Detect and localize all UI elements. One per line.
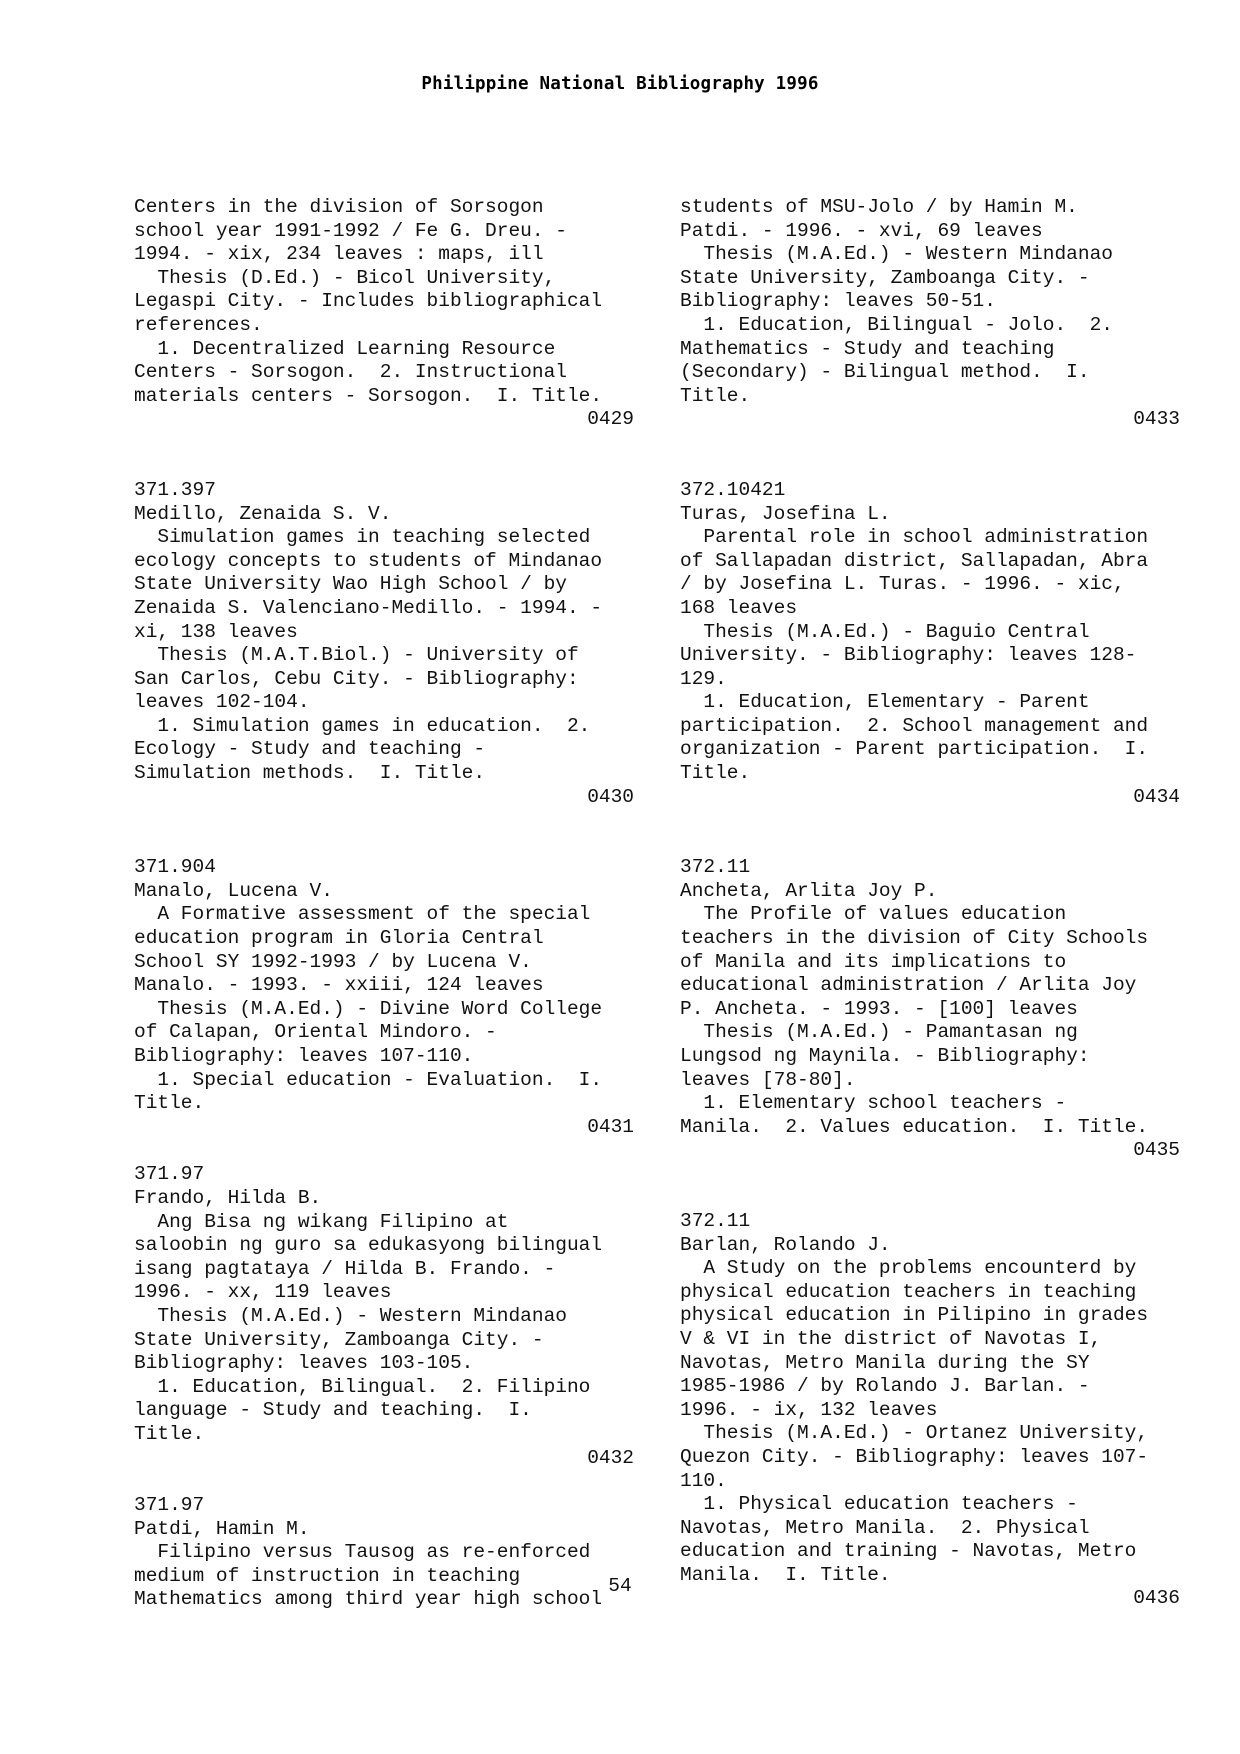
entry-line: language - Study and teaching. I. [134, 1399, 532, 1422]
entry-line: Centers - Sorsogon. 2. Instructional [134, 361, 567, 384]
entry-line: Bibliography: leaves 103-105. [134, 1352, 474, 1375]
entry-line: San Carlos, Cebu City. - Bibliography: [134, 667, 579, 690]
entry-line: Filipino versus Tausog as re-enforced [134, 1541, 591, 1564]
entry-line: participation. 2. School management and [680, 714, 1149, 737]
entry-line: Bibliography: leaves 50-51. [680, 290, 996, 313]
entry-line: ecology concepts to students of Mindanao [134, 549, 603, 572]
bibliography-entry [134, 856, 634, 1139]
entry-line: State University, Zamboanga City. - [134, 1328, 544, 1351]
entry-line: 1994. - xix, 234 leaves : maps, ill [134, 243, 544, 266]
entry-line: Centers in the division of Sorsogon [134, 196, 544, 218]
entry-line: educational administration / Arlita Joy [680, 974, 1137, 997]
entry-line: Zenaida S. Valenciano-Medillo. - 1994. - [134, 596, 603, 619]
entry-line: Barlan, Rolando J. [680, 1233, 891, 1256]
entry-line: Frando, Hilda B. [134, 1186, 322, 1209]
entry-line: Manalo. - 1993. - xxiii, 124 leaves [134, 974, 544, 997]
entry-line: references. [134, 313, 263, 336]
entry-line: 372.10421 [680, 478, 786, 501]
entry-line: Title. [680, 762, 751, 785]
entry-line: Simulation methods. I. Title. [134, 762, 486, 785]
entry-line: Parental role in school administration [680, 526, 1149, 549]
entry-line: materials centers - Sorsogon. I. Title. [134, 384, 603, 407]
entry-line: school year 1991-1992 / Fe G. Dreu. - [134, 219, 567, 242]
entry-line: Manila. 2. Values education. I. Title. [680, 1115, 1149, 1138]
entry-line: 1. Simulation games in education. 2. [134, 714, 591, 737]
page-title: Philippine National Bibliography 1996 [421, 74, 819, 94]
bibliography-entry [134, 479, 634, 809]
entry-line: 1. Elementary school teachers - [680, 1092, 1067, 1115]
bibliography-entry [680, 856, 1180, 1163]
entry-line: Title. [680, 384, 751, 407]
entry-number: 0430 [587, 785, 634, 808]
entry-line: The Profile of values education [680, 903, 1067, 926]
entry-line: Patdi. - 1996. - xvi, 69 leaves [680, 219, 1043, 242]
entry-line: physical education in Pilipino in grades [680, 1304, 1149, 1327]
entry-line: xi, 138 leaves [134, 620, 298, 643]
entry-line: 371.397 [134, 478, 216, 501]
entry-line: Manalo, Lucena V. [134, 879, 333, 902]
right-column [680, 196, 1180, 1611]
entry-line: Thesis (M.A.Ed.) - Ortanez University, [680, 1422, 1149, 1445]
entry-line: Navotas, Metro Manila during the SY [680, 1351, 1090, 1374]
entry-line: A Formative assessment of the special [134, 903, 591, 926]
entry-line: / by Josefina L. Turas. - 1996. - xic, [680, 573, 1125, 596]
entry-line: Mathematics among third year high school [134, 1588, 603, 1611]
entry-line: leaves [78-80]. [680, 1068, 856, 1091]
entry-line: 1. Education, Bilingual. 2. Filipino [134, 1375, 591, 1398]
entry-line: Mathematics - Study and teaching [680, 337, 1055, 360]
entry-line: 1996. - ix, 132 leaves [680, 1398, 938, 1421]
entry-line: Thesis (D.Ed.) - Bicol University, [134, 266, 556, 289]
entry-line: medium of instruction in teaching [134, 1564, 521, 1587]
bibliography-entry [680, 479, 1180, 809]
entry-line: Thesis (M.A.Ed.) - Western Mindanao [134, 1304, 567, 1327]
entry-line: Patdi, Hamin M. [134, 1517, 310, 1540]
bibliography-entry [680, 196, 1180, 432]
bibliography-entry [134, 1163, 634, 1470]
entry-line: P. Ancheta. - 1993. - [100] leaves [680, 997, 1078, 1020]
entry-line: Navotas, Metro Manila. 2. Physical [680, 1516, 1090, 1539]
entry-line: 371.97 [134, 1163, 205, 1186]
entry-line: Thesis (M.A.T.Biol.) - University of [134, 644, 579, 667]
bibliography-entry [134, 196, 634, 432]
entry-line: Thesis (M.A.Ed.) - Baguio Central [680, 620, 1090, 643]
entry-line: Ancheta, Arlita Joy P. [680, 879, 938, 902]
entry-number: 0433 [1133, 408, 1180, 431]
entry-line: (Secondary) - Bilingual method. I. [680, 361, 1090, 384]
entry-line: saloobin ng guro sa edukasyong bilingual [134, 1234, 603, 1257]
entry-number: 0435 [1133, 1139, 1180, 1162]
entry-line: 129. [680, 667, 727, 690]
entry-line: 1. Physical education teachers - [680, 1493, 1078, 1516]
entry-line: Bibliography: leaves 107-110. [134, 1045, 474, 1067]
entry-line: 1996. - xx, 119 leaves [134, 1281, 392, 1304]
entry-line: of Manila and its implications to [680, 950, 1067, 973]
entry-number: 0431 [587, 1115, 634, 1138]
entry-number: 0432 [587, 1446, 634, 1469]
entry-line: students of MSU-Jolo / by Hamin M. [680, 196, 1078, 218]
entry-line: University. - Bibliography: leaves 128- [680, 644, 1137, 667]
entry-line: Quezon City. - Bibliography: leaves 107- [680, 1445, 1149, 1468]
entry-line: teachers in the division of City Schools [680, 927, 1149, 950]
entry-line: 1985-1986 / by Rolando J. Barlan. - [680, 1375, 1090, 1398]
entry-line: Thesis (M.A.Ed.) - Western Mindanao [680, 243, 1113, 266]
entry-number: 0434 [1133, 785, 1180, 808]
entry-line: of Sallapadan district, Sallapadan, Abra [680, 549, 1149, 572]
entry-line: physical education teachers in teaching [680, 1280, 1137, 1303]
entry-number: 0436 [1133, 1587, 1180, 1610]
entry-line: Ang Bisa ng wikang Filipino at [134, 1210, 509, 1233]
left-column [134, 196, 634, 1612]
entry-line: School SY 1992-1993 / by Lucena V. [134, 950, 532, 973]
entry-line: Thesis (M.A.Ed.) - Divine Word College [134, 997, 603, 1020]
entry-line: education program in Gloria Central [134, 927, 544, 950]
entry-line: 372.11 [680, 856, 751, 879]
bibliography-entry [680, 1210, 1180, 1611]
entry-line: A Study on the problems encounterd by [680, 1257, 1137, 1280]
entry-line: Title. [134, 1422, 205, 1445]
entry-line: Lungsod ng Maynila. - Bibliography: [680, 1045, 1090, 1067]
entry-number: 0429 [587, 408, 634, 431]
entry-line: 1. Education, Elementary - Parent [680, 691, 1090, 714]
entry-line: isang pagtataya / Hilda B. Frando. - [134, 1257, 556, 1280]
entry-line: 1. Special education - Evaluation. I. [134, 1068, 603, 1091]
entry-line: Legaspi City. - Includes bibliographical [134, 290, 603, 313]
entry-line: V & VI in the district of Navotas I, [680, 1327, 1102, 1350]
entry-line: State University, Zamboanga City. - [680, 266, 1090, 289]
entry-line: of Calapan, Oriental Mindoro. - [134, 1021, 497, 1044]
entry-line: Simulation games in teaching selected [134, 526, 591, 549]
entry-line: Title. [134, 1092, 205, 1115]
entry-line: 110. [680, 1469, 727, 1492]
entry-line: Medillo, Zenaida S. V. [134, 502, 392, 525]
entry-line: 372.11 [680, 1209, 751, 1232]
entry-line: State University Wao High School / by [134, 573, 567, 596]
entry-line: 1. Decentralized Learning Resource [134, 337, 556, 360]
entry-line: organization - Parent participation. I. [680, 738, 1149, 761]
entry-line: Turas, Josefina L. [680, 502, 891, 525]
entry-line: Thesis (M.A.Ed.) - Pamantasan ng [680, 1021, 1078, 1044]
entry-line: Ecology - Study and teaching - [134, 738, 486, 761]
page-number: 54 [608, 1575, 632, 1597]
entry-line: Manila. I. Title. [680, 1563, 891, 1586]
entry-line: 371.97 [134, 1494, 205, 1517]
entry-line: 1. Education, Bilingual - Jolo. 2. [680, 313, 1113, 336]
entry-line: leaves 102-104. [134, 691, 310, 714]
entry-line: 371.904 [134, 856, 216, 879]
entry-line: education and training - Navotas, Metro [680, 1540, 1137, 1563]
entry-line: 168 leaves [680, 596, 798, 619]
